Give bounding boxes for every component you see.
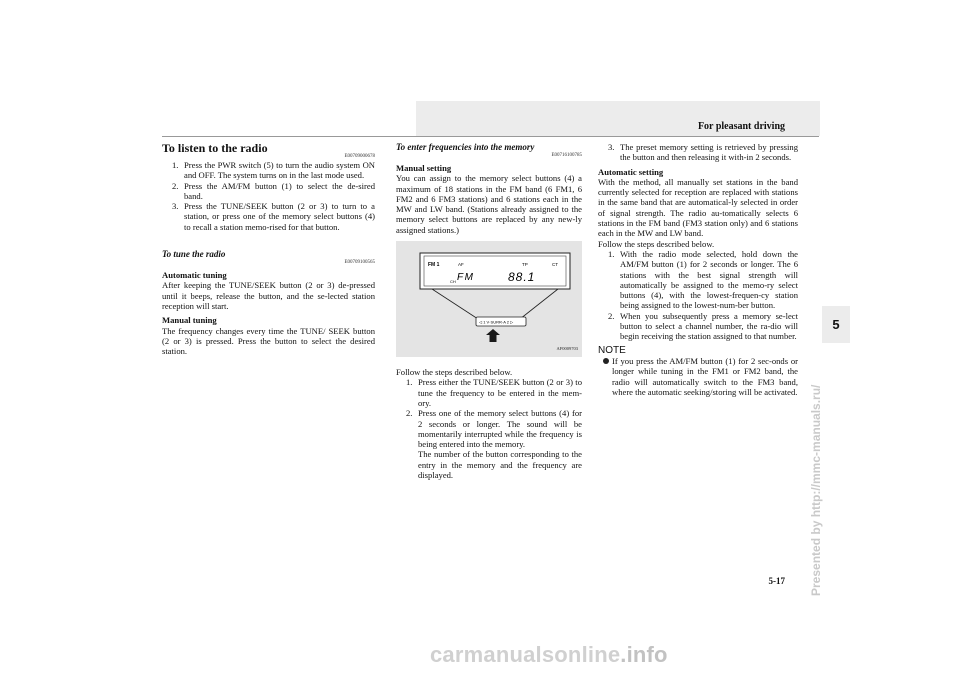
list-item: 2. Press the AM/FM button (1) to select the de-sired band. (172, 180, 375, 201)
header-rule (162, 136, 819, 137)
list-item: The number of the button corresponding to the entry in the memory and the frequency are displayed. (418, 449, 582, 481)
manual-setting-steps (396, 377, 582, 480)
list-item: 2. Press one of the memory select buttons (4) for 2 seconds or longer. The sound will be momentarily interrupted while the frequency is being entered into the memory. (406, 408, 582, 450)
list-item: 2. When you subsequently press a memory se-lect button to select a channel number, the ra-dio will begin receiving the station assigned to that number. (608, 310, 798, 342)
follow-steps-text: Follow the steps described below. (396, 367, 513, 378)
column-3 (598, 142, 798, 397)
heading-enter-memory: To enter frequencies into the memory (396, 142, 535, 152)
display-ct-indicator: CT (552, 262, 558, 268)
automatic-tuning-title: Automatic tuning (162, 270, 227, 281)
arrow-up-icon (486, 329, 500, 342)
section-number: 5 (832, 317, 840, 332)
bullet-icon (603, 358, 609, 364)
display-band-label: FM 1 (428, 262, 440, 269)
display-af-indicator: AF (458, 262, 464, 268)
vertical-watermark: Presented by http://mmc-manuals.ru/ (809, 384, 823, 596)
automatic-setting-steps (598, 249, 798, 342)
display-ch-label: CH (450, 279, 456, 285)
list-item: 1. With the radio mode selected, hold down the AM/FM button (1) for 2 seconds or longer. The 6 stations with the best signal strength will automatically be assigned to the memo-ry select buttons (4), with the lowest-frequen-cy station being assigned to the lowest-num-ber button. (608, 248, 798, 311)
list-item: 1. Press either the TUNE/SEEK button (2 or 3) to tune the frequency to be entered in the mem-ory. (406, 377, 582, 408)
automatic-tuning-text: After keeping the TUNE/SEEK button (2 or 3) de-pressed until it beeps, release the button, and the se-lected station reception will start. (162, 280, 375, 311)
footer-watermark (430, 642, 668, 668)
footer-watermark-prefix: carmanualsonline (430, 642, 621, 667)
page-header-title: For pleasant driving (697, 121, 785, 132)
display-frequency: 88.1 (508, 270, 536, 285)
page-number: 5-17 (768, 576, 785, 586)
manual-setting-text: You can assign to the memory select buttons (4) a maximum of 18 stations in the FM band (6 FM1, 6 FM2 and 6 FM3 stations) and 6 stations each in the MW and LW band. (Stations already assigned to the memory select buttons are replaced by any new-ly assigned stations.) (396, 173, 582, 235)
list-item: 1. Press the PWR switch (5) to turn the audio system ON and OFF. The system turns on in the last mode used. (172, 160, 375, 181)
note-text: If you press the AM/FM button (1) for 2 sec-onds or longer while tuning in the FM1 or FM2 band, the radio will automatically switch to the FM3 band, where the automatic seeking/storing will be activated. (612, 355, 798, 397)
radio-display-figure (396, 241, 582, 357)
heading-tune-radio: To tune the radio (162, 249, 226, 260)
radio-display-illustration (396, 241, 582, 357)
code-enter-memory: E00716100785 (551, 153, 582, 158)
note-item (598, 356, 798, 397)
column-2 (396, 142, 582, 480)
list-item: 3. Press the TUNE/SEEK button (2 or 3) to turn to a station, or press one of the memory select buttons (4) to recall a station memo-rised for that button. (172, 201, 375, 232)
automatic-setting-text: With the method, all manually set stations in the band currently selected for reception are replaced with stations in the same band that are automatical-ly selected in order of signal strength. The radio au-tomatically selects 6 stations in the FM band (FM3 station only) and 6 stations each in the MW and LW band. (598, 176, 798, 239)
code-listen-radio: E00709000678 (344, 154, 375, 159)
memory-button-strip: ◁ 1 V·SURR·A 2 ▷ (479, 319, 514, 325)
figure-code: AF0009703 (556, 345, 578, 351)
footer-watermark-suffix: .info (620, 642, 668, 667)
automatic-setting-title: Automatic setting (598, 166, 664, 177)
manual-tuning-title: Manual tuning (162, 315, 217, 326)
manual-tuning-text: The frequency changes every time the TUNE/ SEEK button (2 or 3) is pressed. Press the button to select the desired station. (162, 325, 375, 357)
column-1 (162, 142, 375, 356)
manual-setting-title: Manual setting (396, 163, 452, 173)
heading-listen-radio: To listen to the radio (162, 141, 268, 155)
follow-steps-text-2: Follow the steps described below. (598, 238, 715, 249)
note-label: NOTE (598, 344, 626, 356)
manual-setting-steps-cont (598, 142, 798, 163)
list-item: 3. The preset memory setting is retrieved by pressing the button and then releasing it with-in 2 seconds. (608, 142, 798, 163)
code-tune-radio: E00709100565 (344, 260, 375, 266)
display-mode-text: FM (457, 272, 475, 284)
listen-steps (162, 160, 375, 232)
display-tp-indicator: TP (522, 262, 528, 268)
